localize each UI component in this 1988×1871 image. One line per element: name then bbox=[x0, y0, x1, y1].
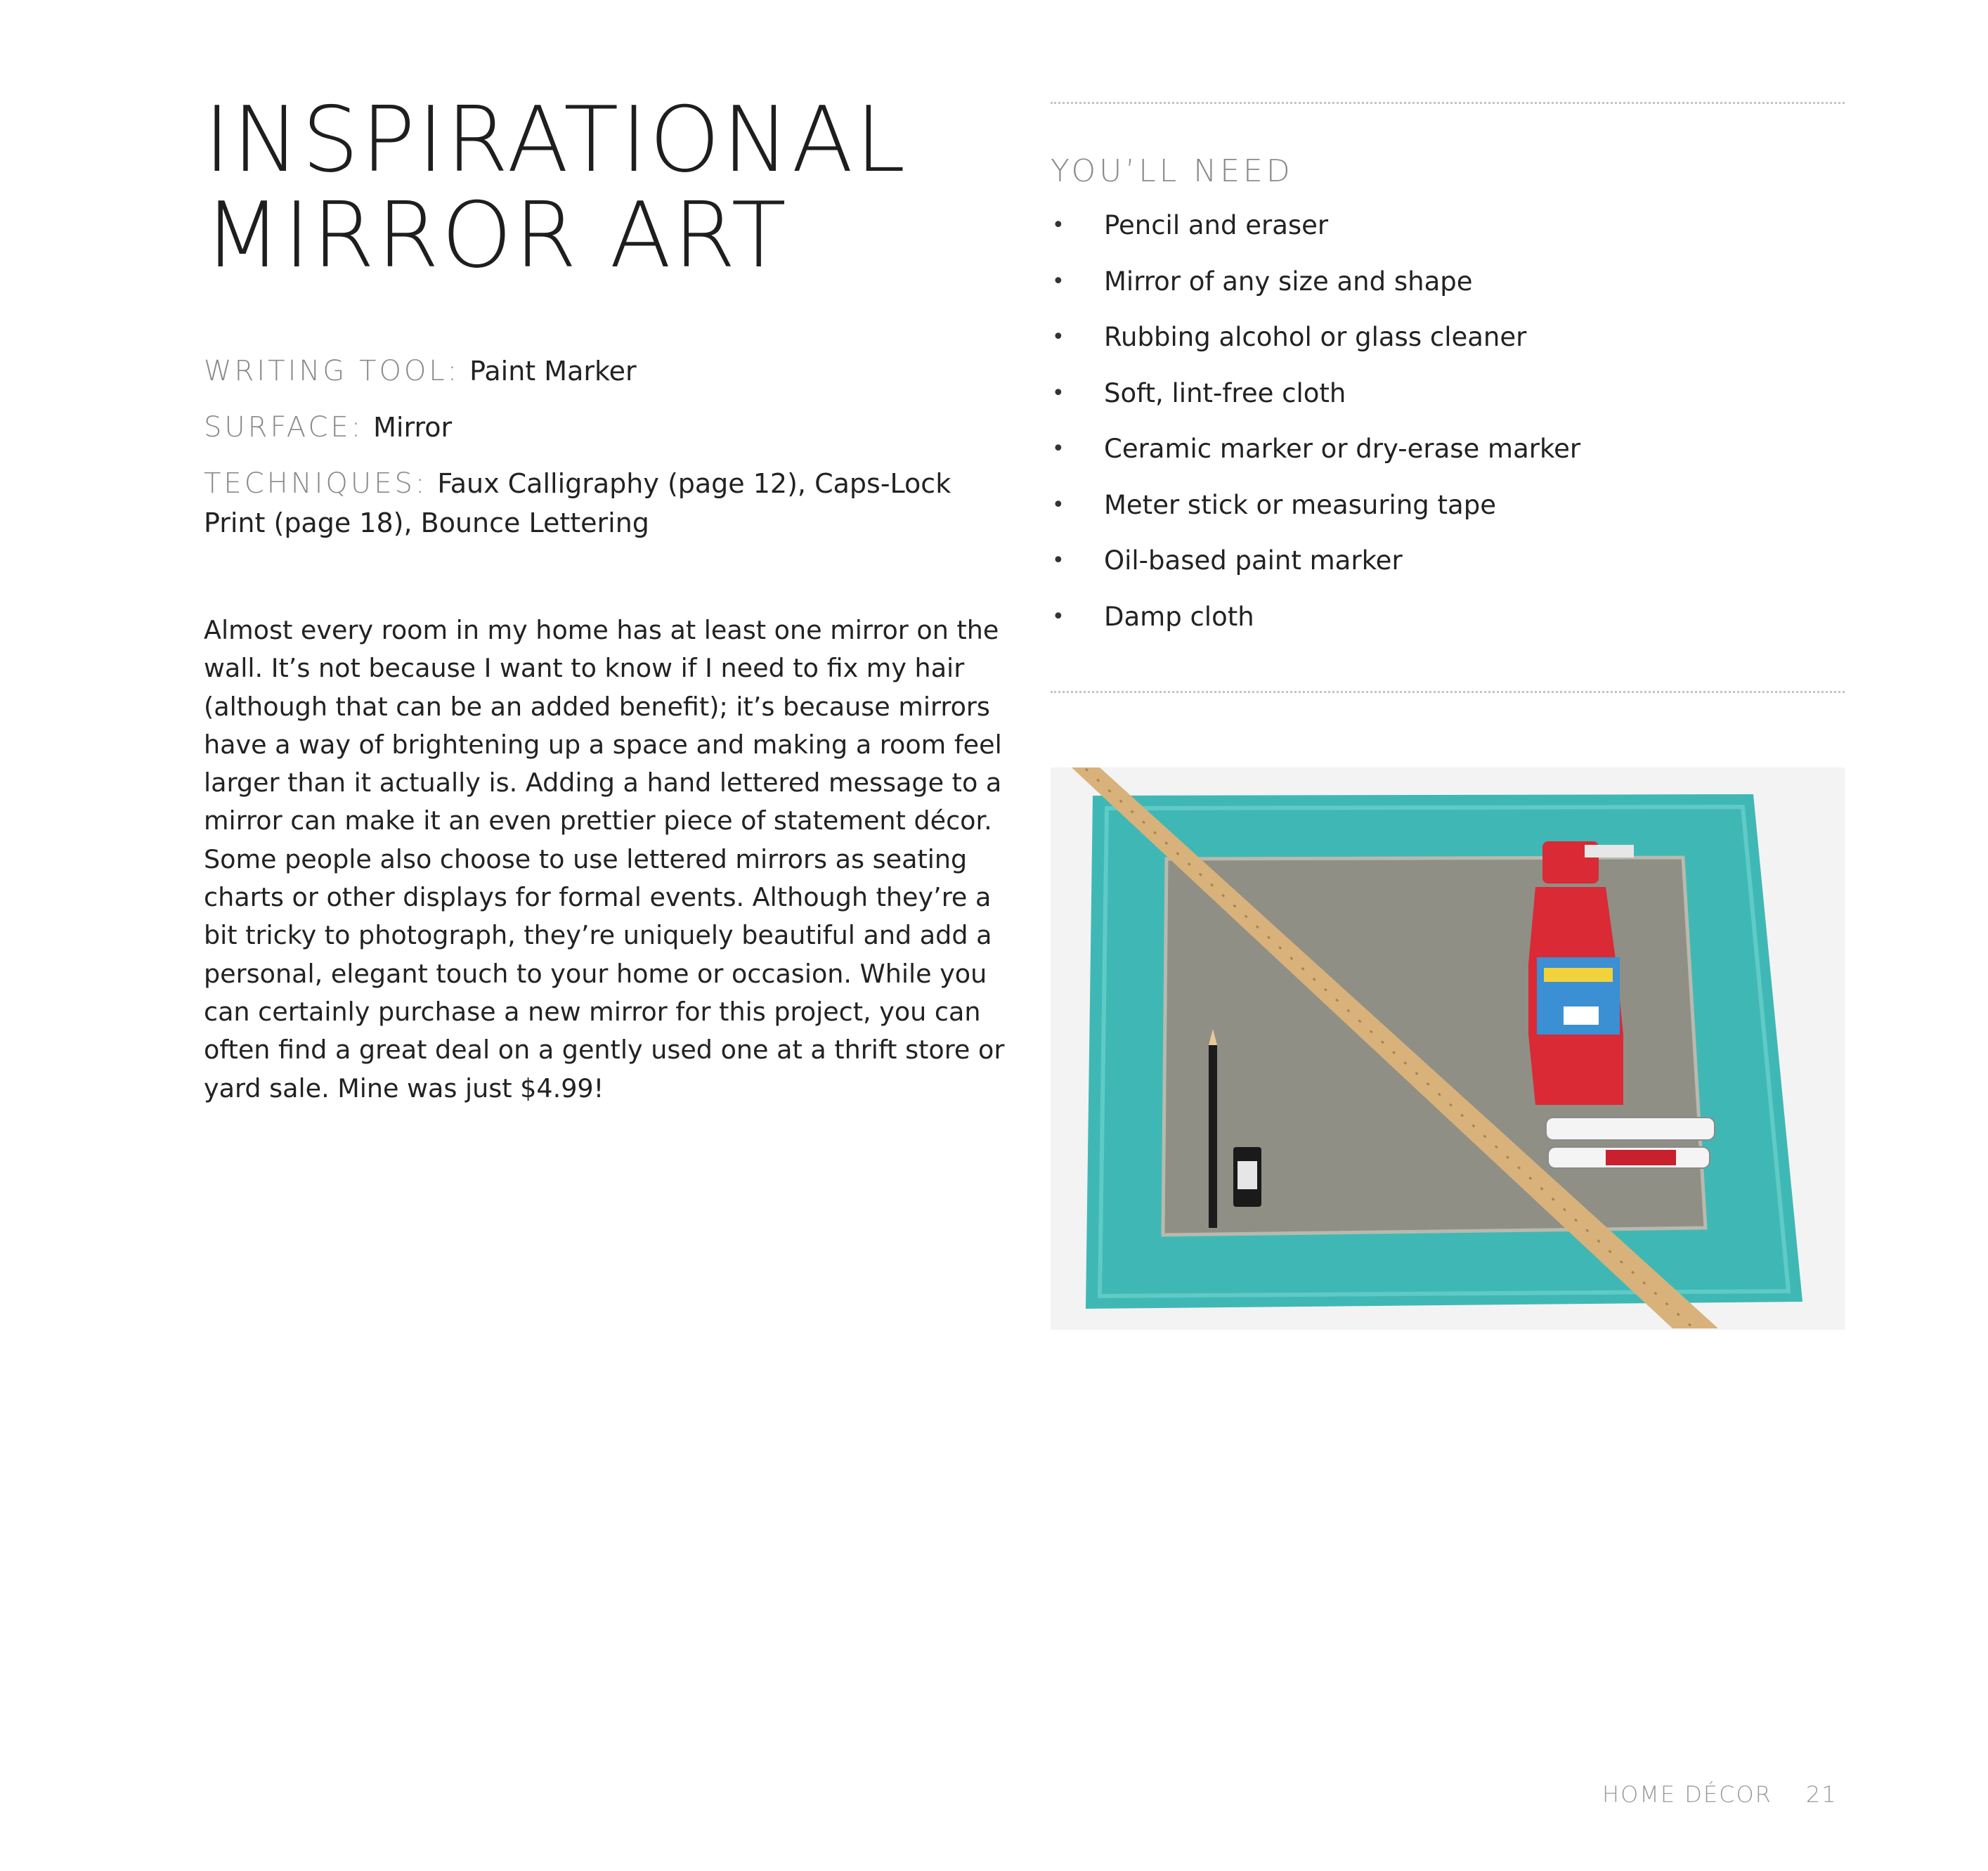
title-line-2: MIRROR ART bbox=[204, 183, 788, 288]
surface-label: SURFACE: bbox=[204, 411, 364, 444]
surface-row bbox=[204, 408, 1005, 447]
divider-top bbox=[1051, 102, 1845, 104]
bullet-icon: • bbox=[1052, 436, 1065, 461]
eraser-label bbox=[1237, 1161, 1257, 1189]
supplies-photo bbox=[1051, 768, 1845, 1330]
title-line-1: INSPIRATIONAL bbox=[204, 88, 908, 193]
supply-item bbox=[1051, 205, 1845, 261]
techniques-label: TECHNIQUES: bbox=[204, 467, 428, 500]
paint-marker-label bbox=[1606, 1150, 1676, 1165]
supply-item-label: Damp cloth bbox=[1104, 601, 1254, 632]
techniques-row bbox=[204, 464, 1005, 543]
page-number: 21 bbox=[1805, 1781, 1838, 1808]
page-title bbox=[204, 88, 1019, 288]
supply-item bbox=[1051, 261, 1845, 318]
supply-item-label: Ceramic marker or dry-erase marker bbox=[1104, 434, 1581, 464]
supplies-heading: YOU’LL NEED bbox=[1051, 153, 1294, 189]
supply-item bbox=[1051, 540, 1845, 597]
project-meta bbox=[204, 351, 1005, 559]
dry-erase-marker-icon bbox=[1546, 1118, 1715, 1140]
page-footer bbox=[1602, 1781, 1838, 1808]
techniques-value: Faux Calligraphy (page 12), Caps-Lock Print (page 18), Bounce Lettering bbox=[204, 468, 951, 538]
supply-item bbox=[1051, 597, 1845, 653]
supply-item bbox=[1051, 429, 1845, 485]
supply-item-label: Rubbing alcohol or glass cleaner bbox=[1104, 322, 1527, 352]
bullet-icon: • bbox=[1052, 604, 1065, 629]
supply-item-label: Meter stick or measuring tape bbox=[1104, 489, 1496, 520]
bullet-icon: • bbox=[1052, 548, 1065, 573]
supply-item-label: Oil-based paint marker bbox=[1104, 545, 1403, 576]
bottle-label-stripe bbox=[1544, 968, 1613, 982]
bullet-icon: • bbox=[1052, 268, 1065, 294]
bottle-barcode bbox=[1564, 1006, 1599, 1025]
bullet-icon: • bbox=[1052, 325, 1065, 349]
supply-item-label: Mirror of any size and shape bbox=[1104, 266, 1473, 297]
spray-trigger bbox=[1585, 845, 1634, 857]
bullet-icon: • bbox=[1052, 380, 1065, 406]
divider-bottom bbox=[1051, 691, 1845, 693]
bullet-icon: • bbox=[1052, 492, 1065, 517]
supply-item bbox=[1051, 373, 1845, 429]
supply-item bbox=[1051, 485, 1845, 541]
surface-value: Mirror bbox=[373, 412, 453, 443]
bullet-icon: • bbox=[1052, 213, 1065, 238]
footer-section: HOME DÉCOR bbox=[1602, 1781, 1772, 1808]
writing-tool-label: WRITING TOOL: bbox=[204, 355, 460, 387]
writing-tool-row bbox=[204, 351, 1005, 391]
pencil-icon bbox=[1209, 1045, 1217, 1228]
supplies-list bbox=[1051, 205, 1845, 652]
writing-tool-value: Paint Marker bbox=[469, 356, 637, 387]
intro-paragraph: Almost every room in my home has at least one mirror on the wall. It’s not because I want to know if I need to fix my hair (although that can be an added benefit); it’s because mirrors have a way of brightening up a space and making a room feel larger than it actually is. Adding a hand lettered message to a mirror can make it an even prettier piece of statement décor. Some people also choose to use lettered mirrors as seating charts or other displays for formal events. Although they’re a bit tricky to photograph, they’re uniquely beautiful and add a personal, elegant touch to your home or occasion. While you can certainly purchase a new mirror for this project, you can often find a great deal on a gently used one at a thrift store or yard sale. Mine was just $4.99! bbox=[204, 615, 1005, 1103]
supply-item-label: Pencil and eraser bbox=[1104, 210, 1329, 240]
supply-item-label: Soft, lint-free cloth bbox=[1104, 377, 1346, 408]
supply-item bbox=[1051, 317, 1845, 373]
